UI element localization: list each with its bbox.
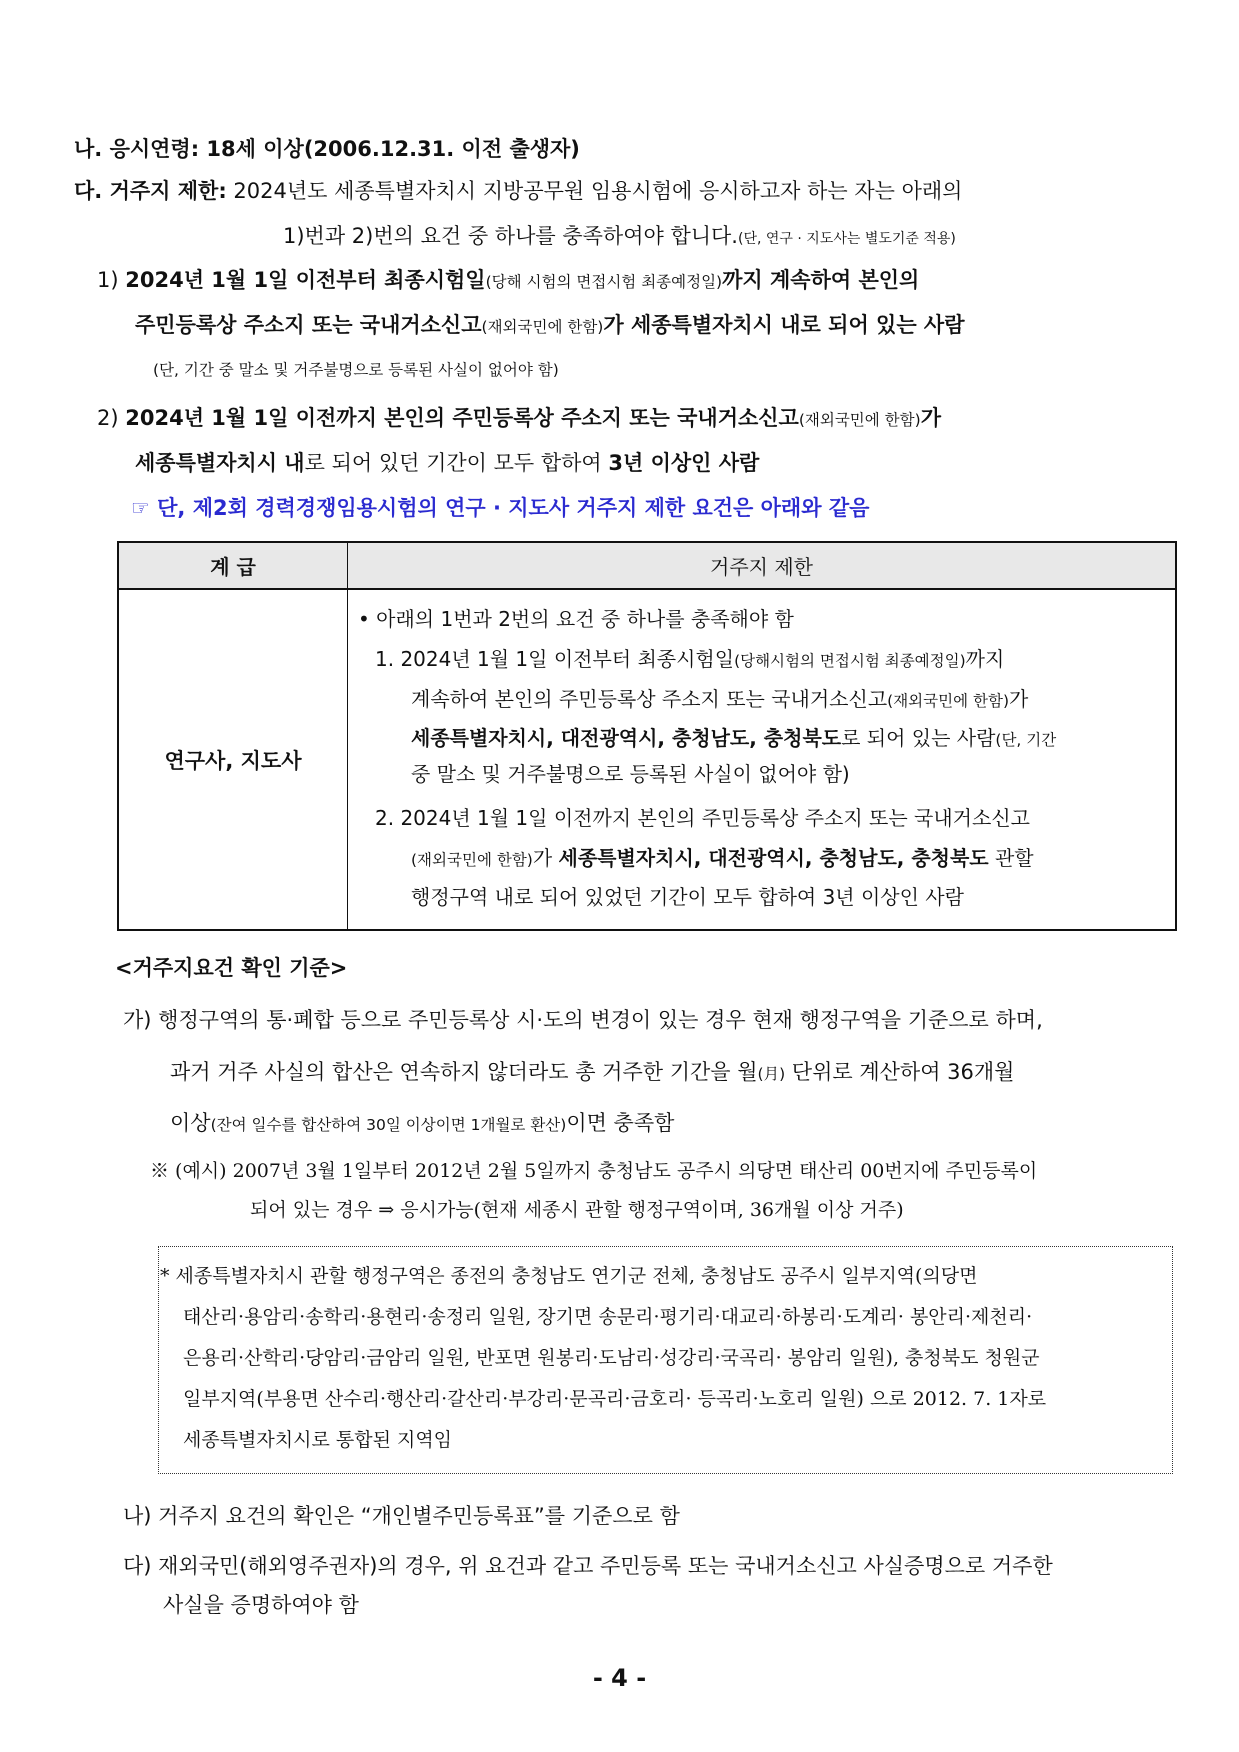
table-item1-line4: 중 말소 및 거주불명으로 등록된 사실이 없어야 함) [411,762,850,786]
criteria-ga-line1: 가) 행정구역의 통·폐합 등으로 주민등록상 시·도의 변경이 있는 경우 현재 행정구역을 기준으로 하며, [123,1008,1043,1032]
table-item1-end1: 까지 [965,647,1005,671]
table-header-grade: 계 급 [118,542,348,589]
table-item2-small: (재외국민에 한함) [411,851,533,869]
requirement-1-end-b: 가 세종특별자치시 내로 되어 있는 사람 [603,313,965,337]
page-number: - 4 - [592,1664,647,1692]
requirement-1-small-b: (재외국민에 한함) [481,318,604,336]
requirement-1-text-a: 2024년 1월 1일 이전부터 최종시험일 [125,268,486,292]
table-item1-small3: (단, 기간 [995,731,1057,749]
requirement-2-text-a: 2024년 1월 1일 이전까지 본인의 주민등록상 주소지 또는 국내거소신고 [125,406,799,430]
requirement-1-text-b: 주민등록상 주소지 또는 국내거소신고 [135,313,482,337]
researcher-residence-table [117,541,1177,931]
example-line1: ※ (예시) 2007년 3월 1일부터 2012년 2월 5일까지 충청남도 공주시 의당면 태산리 00번지에 주민등록이 [150,1160,1038,1182]
table-row [118,589,1176,930]
sejong-area-line2: 태산리·용암리·송학리·용현리·송정리 일원, 장기면 송문리·평기리·대교리·하봉리·도계리· 봉안리·제천리· [183,1306,1033,1328]
requirement-2-line2 [135,449,759,477]
criteria-ga-line2 [170,1058,1014,1088]
requirement-2-end-a: 가 [920,406,941,430]
table-item1-line1 [375,645,1170,675]
table-bullet: • 아래의 1번과 2번의 요건 중 하나를 충족해야 함 [358,607,794,631]
criteria-da-line2: 사실을 증명하여야 함 [163,1593,359,1617]
table-item2-prefix: 가 [532,846,559,870]
criteria-ga-end2: 단위로 계산하여 36개월 [785,1060,1015,1084]
criteria-title: <거주지요건 확인 기준> [115,956,348,980]
requirement-1-line2 [135,311,965,341]
table-item1-small1: (당해시험의 면접시험 최종예정일) [734,652,966,670]
example-line2: 되어 있는 경우 ⇒ 응시가능(현재 세종시 관할 행정구역이며, 36개월 이상 거주) [250,1199,904,1221]
table-item1-line3 [411,724,1056,754]
requirement-1-number: 1) [97,268,119,292]
requirement-2-bold-2: 3년 이상인 사람 [608,451,760,475]
criteria-ga-small3: (잔여 일수를 합산하여 30일 이상이면 1개월로 환산) [210,1116,567,1134]
residence-restriction-line2 [283,222,956,253]
criteria-na: 나) 거주지 요건의 확인은 “개인별주민등록표”를 기준으로 함 [123,1504,680,1528]
sejong-area-line3: 은용리·산학리·당암리·금암리 일원, 반포면 원봉리·도남리·성강리·국곡리· 봉암리 일원), 충청북도 청원군 [183,1347,1040,1369]
table-restriction-cell [348,589,1177,930]
table-item1-text1: 1. 2024년 1월 1일 이전부터 최종시험일 [375,647,735,671]
table-item2-line2 [411,844,1034,874]
residence-restriction-label: 다. 거주지 제한: [74,179,227,203]
sejong-area-line1: * 세종특별자치시 관할 행정구역은 종전의 충청남도 연기군 전체, 충청남도 공주시 일부지역(의당면 [160,1265,978,1287]
requirement-1-end-a: 까지 계속하여 본인의 [722,268,920,292]
table-item2-regions: 세종특별자치시, 대전광역시, 충청남도, 충청북도 [558,846,989,870]
criteria-ga-small2: (月) [757,1065,786,1083]
requirement-1-small-a: (당해 시험의 면접시험 최종예정일) [485,273,723,291]
requirement-2-bold-1: 세종특별자치시 내 [135,451,305,475]
criteria-da-line1: 다) 재외국민(해외영주권자)의 경우, 위 요건과 같고 주민등록 또는 국내거소신고 사실증명으로 거주한 [123,1554,1053,1578]
residence-restriction-text2: 1)번과 2)번의 요건 중 하나를 충족하여야 합니다. [283,224,738,248]
table-item1-text2: 계속하여 본인의 주민등록상 주소지 또는 국내거소신고 [411,687,888,711]
table-item1-end2: 가 [1009,687,1029,711]
criteria-ga-text3: 이상 [170,1111,211,1135]
sejong-area-line5: 세종특별자치시로 통합된 지역임 [183,1429,453,1451]
requirement-1-line1 [97,266,919,296]
requirement-2-line1 [97,404,941,434]
researcher-notice: ☞ 단, 제2회 경력경쟁임용시험의 연구 · 지도사 거주지 제한 요건은 아래와 같음 [131,496,870,520]
table-item1-small2: (재외국민에 한함) [887,692,1009,710]
requirement-2-number: 2) [97,406,119,430]
table-item1-text3: 로 되어 있는 사람 [841,726,996,750]
residence-restriction-line1 [74,177,1179,205]
criteria-ga-line3 [170,1109,674,1139]
residence-restriction-note: (단, 연구 · 지도사는 별도기준 적용) [737,231,956,247]
table-header-row [118,542,1176,589]
requirement-2-small-a: (재외국민에 한함) [798,411,921,429]
table-item2-line1: 2. 2024년 1월 1일 이전까지 본인의 주민등록상 주소지 또는 국내거소신고 [375,806,1030,830]
table-item2-line3: 행정구역 내로 되어 있었던 기간이 모두 합하여 3년 이상인 사람 [411,885,964,909]
criteria-ga-text2: 과거 거주 사실의 합산은 연속하지 않더라도 총 거주한 기간을 월 [170,1060,758,1084]
table-grade-cell: 연구사, 지도사 [118,589,348,930]
requirement-2-plain: 로 되어 있던 기간이 모두 합하여 [304,451,609,475]
table-item2-end: 관할 [988,846,1034,870]
age-requirement: 나. 응시연령: 18세 이상(2006.12.31. 이전 출생자) [74,137,580,161]
table-item1-regions: 세종특별자치시, 대전광역시, 충청남도, 충청북도 [411,726,842,750]
criteria-ga-end3: 이면 충족함 [566,1111,675,1135]
residence-restriction-text1: 2024년도 세종특별자치시 지방공무원 임용시험에 응시하고자 하는 자는 아래의 [233,179,963,203]
sejong-area-line4: 일부지역(부용면 산수리·행산리·갈산리·부강리·문곡리·금호리· 등곡리·노호리 일원) 으로 2012. 7. 1자로 [183,1388,1047,1410]
table-header-restriction: 거주지 제한 [348,542,1177,589]
table-item1-line2 [411,685,1028,715]
requirement-1-note: (단, 기간 중 말소 및 거주불명으로 등록된 사실이 없어야 함) [153,361,559,379]
